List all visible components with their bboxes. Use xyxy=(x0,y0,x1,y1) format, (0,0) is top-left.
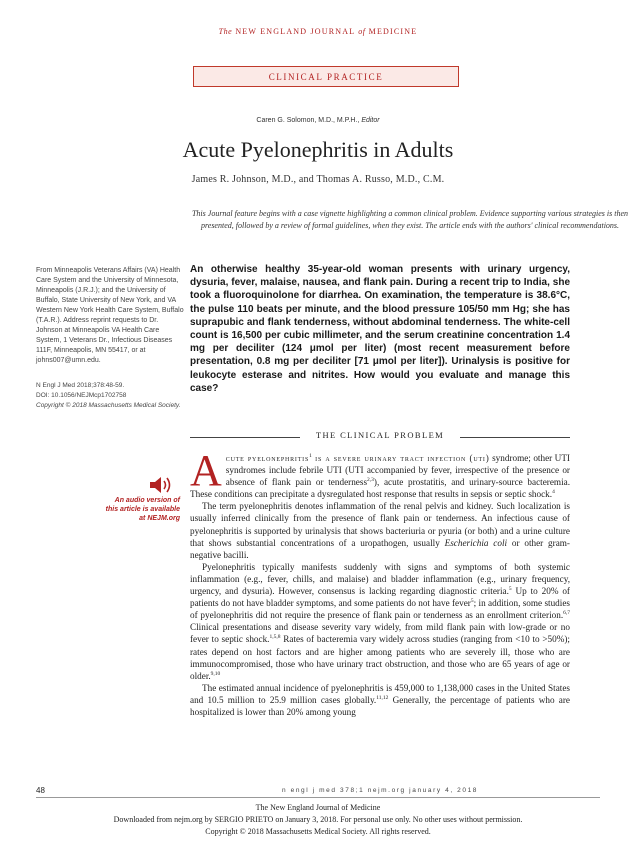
section-heading-clinical-problem: THE CLINICAL PROBLEM xyxy=(300,430,460,440)
citation-block xyxy=(36,381,184,411)
journal-masthead xyxy=(0,27,636,36)
citation-reference: N Engl J Med 2018;378:48-59. xyxy=(36,382,125,389)
editor-name: Caren G. Solomon, M.D., M.P.H., xyxy=(256,117,360,124)
article-authors: James R. Johnson, M.D., and Thomas A. Russo, M.D., C.M. xyxy=(191,174,445,185)
section-label: CLINICAL PRACTICE xyxy=(268,72,384,82)
download-notice-journal: The New England Journal of Medicine xyxy=(255,803,381,812)
paragraph-2: The term pyelonephritis denotes inflammation of the renal pelvis and kidney. Such localization is usually inferred clinically from the presence of flank pain or tenderness. An infectious cause of pyelonephritis is supported by urinalysis that shows bacteriuria or pyuria (or both) and a urine culture that shows substantial concentrations of a uropathogen, usually Escherichia coli or other gram-negative bacilli. xyxy=(190,501,570,560)
article-title: Acute Pyelonephritis in Adults xyxy=(182,137,454,162)
page-number: 48 xyxy=(36,786,45,795)
citation-copyright: Copyright © 2018 Massachusetts Medical Society. xyxy=(36,402,181,409)
footer-rule xyxy=(36,797,600,798)
masthead-name: NEW ENGLAND JOURNAL xyxy=(235,27,356,36)
citation-doi: DOI: 10.1056/NEJMcp1702758 xyxy=(36,392,127,399)
audio-speaker-icon[interactable] xyxy=(146,474,176,496)
section-label-box xyxy=(193,66,459,87)
download-notice-copyright: Copyright © 2018 Massachusetts Medical Society. All rights reserved. xyxy=(205,827,431,836)
author-affiliation: From Minneapolis Veterans Affairs (VA) Health Care System and the University of Minnesota, Minneapolis (J.R.J.); and the University of Buffalo, State University of New York, and VA Western New York Health Care System, Buffalo (T.A.R.). Address reprint requests to Dr. Johnson at Minneapolis VA Health Care System, 1 Veterans Dr., Infectious Diseases 111F, Minneapolis, MN 55417, or at johns007@umn.edu. xyxy=(36,267,184,364)
editor-line xyxy=(0,117,636,124)
paragraph-1: Acute pyelonephritis$^1$ is a severe urinary tract infection (uti) syndrome; other UTI syndromes include febrile UTI (UTI accompanied by fever, irrespective of the presence or absence of flank pain or tenderness$^{2,3}$), acute prostatitis, and urinary-source bacteremia. These conditions can precipitate a dysregulated host response that results in sepsis or septic shock.$^4$ xyxy=(190,446,570,500)
audio-version-link[interactable]: An audio version of this article is available at NEJM.org xyxy=(105,497,180,522)
download-notice-user: Downloaded from nejm.org by SERGIO PRIETO on January 3, 2018. For personal use only. No other uses without permission. xyxy=(113,815,523,824)
editor-role: Editor xyxy=(361,117,380,124)
paragraph-3: Pyelonephritis typically manifests suddenly with signs and symptoms of both systemic inflammation (e.g., fever, chills, and malaise) and bladder inflammation (e.g., urinary frequency, urgency, and dysuria). However, consensus is lacking regarding diagnostic criteria.$^5$ Up to 20% of patients do not have bladder symptoms, and some patients do not have fever$^5$; in addition, some studies of pyelonephritis did not require the presence of flank pain or tenderness as an enrollment criterion.$^{6,7}$ Clinical presentations and disease severity vary widely, from mild flank pain with low-grade or no fever to septic shock.$^{1,5,8}$ Rates of bacteremia vary widely across studies (ranging from <10 to >50%); rates depend on host factors and are higher among patients who are severely ill, those who are immunocompromised, those who have urinary tract obstruction, and those who are 65 years of age or older.$^{9,10}$ xyxy=(190,561,570,681)
drop-cap: A xyxy=(190,446,222,495)
paragraph-4: The estimated annual incidence of pyelonephritis is 459,000 to 1,138,000 cases in the United States and 10.5 million to 25.9 million cases globally.$^{11,12}$ Generally, the percentage of patients who are hospitalized is lower than 20% among young xyxy=(190,682,570,717)
footer-journal-line: n engl j med 378;1 nejm.org january 4, 2018 xyxy=(282,787,478,794)
masthead-the: The xyxy=(218,27,233,36)
feature-intro: This Journal feature begins with a case vignette highlighting a common clinical problem. Evidence supporting various strategies is then presented, followed by a review of formal guidelines, when they exist. The article ends with the authors' clinical recommendations. xyxy=(191,209,629,230)
article-body xyxy=(190,446,570,718)
case-vignette: An otherwise healthy 35-year-old woman presents with urinary urgency, dysuria, fever, malaise, nausea, and flank pain. During a recent trip to India, she took a fluoroquinolone for diarrhea. On examination, the temperature is 38.6°C, the pulse 110 beats per minute, and the blood pressure 105/50 mm Hg; she has suprapubic and flank tenderness, without abdominal tenderness. The white-cell count is 16,500 per cubic millimeter, and the serum creatinine concentration 1.4 mg per deciliter (124 μmol per liter) (most recent measurement before presentation, 0.8 mg per deciliter [71 μmol per liter]). Urinalysis is positive for leukocyte esterase and nitrites. How would you evaluate and manage this case? xyxy=(190,264,570,394)
masthead-of: of xyxy=(358,27,366,36)
masthead-medicine: MEDICINE xyxy=(368,27,418,36)
